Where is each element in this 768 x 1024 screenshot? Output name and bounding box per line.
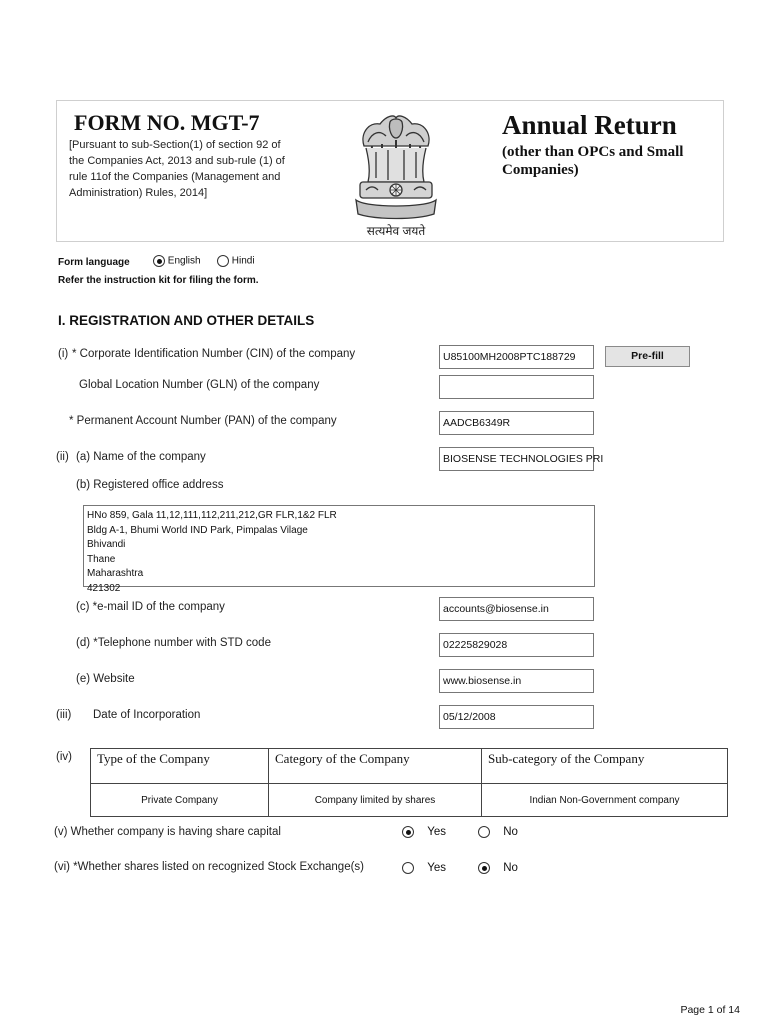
address-line: 421302: [87, 582, 121, 594]
company-subcategory-cell[interactable]: Indian Non-Government company: [482, 784, 728, 817]
row-number: (ii): [56, 451, 69, 463]
registered-address-field[interactable]: [83, 505, 595, 594]
email-field[interactable]: accounts@biosense.in: [439, 597, 594, 621]
incorporation-label: Date of Incorporation: [93, 709, 201, 721]
pan-field[interactable]: AADCB6349R: [439, 411, 594, 435]
national-emblem-icon: [346, 108, 446, 220]
row-number: (i): [58, 348, 69, 360]
pursuant-line: the Companies Act, 2013 and sub-rule (1) of: [69, 155, 285, 167]
row-number: (iv): [56, 751, 72, 763]
radio-listed-no[interactable]: [478, 862, 490, 874]
phone-label: (d) *Telephone number with STD code: [76, 637, 271, 649]
radio-share-capital-yes[interactable]: [402, 826, 414, 838]
table-header-cell: Type of the Company: [91, 749, 269, 784]
email-label: (c) *e-mail ID of the company: [76, 601, 225, 613]
option-label: Yes: [427, 826, 446, 839]
section-heading: I. REGISTRATION AND OTHER DETAILS: [58, 313, 315, 328]
form-number: FORM NO. MGT-7: [74, 110, 260, 135]
form-language-label: Form language: [58, 257, 130, 268]
pursuant-line: Administration) Rules, 2014]: [69, 187, 208, 199]
language-option-english[interactable]: [153, 255, 201, 267]
row-number: (iii): [56, 709, 72, 721]
company-name-field[interactable]: BIOSENSE TECHNOLOGIES PRI: [439, 447, 594, 471]
form-subtitle: (other than OPCs and Small Companies): [502, 144, 684, 178]
address-line: HNo 859, Gala 11,12,111,112,211,212,GR FLR,1&2 FLR: [87, 510, 337, 521]
radio-english[interactable]: [153, 255, 165, 267]
cin-label: * Corporate Identification Number (CIN) of the company: [72, 348, 356, 360]
pursuant-line: rule 11of the Companies (Management and: [69, 171, 281, 183]
prefill-button[interactable]: Pre-fill: [605, 346, 690, 367]
option-label: No: [503, 826, 518, 839]
gln-field[interactable]: [439, 375, 594, 399]
language-option-label: Hindi: [231, 255, 255, 267]
language-option-hindi[interactable]: [217, 255, 255, 267]
incorporation-date-field[interactable]: 05/12/2008: [439, 705, 594, 729]
company-name-label: (a) Name of the company: [76, 451, 206, 463]
share-capital-label: (v) Whether company is having share capital: [54, 826, 281, 838]
pursuant-line: [Pursuant to sub-Section(1) of section 92 of: [69, 139, 281, 151]
listed-yes-option[interactable]: [402, 862, 446, 874]
page-number: Page 1 of 14: [680, 1004, 740, 1016]
radio-hindi[interactable]: [217, 255, 229, 267]
address-line: Thane: [87, 553, 116, 565]
option-label: Yes: [427, 862, 446, 875]
address-line: Bhivandi: [87, 539, 126, 550]
table-header-cell: Sub-category of the Company: [482, 749, 728, 784]
instruction-note: Refer the instruction kit for filing the form.: [58, 275, 259, 286]
gln-label: Global Location Number (GLN) of the company: [79, 379, 320, 391]
table-row: [91, 784, 728, 817]
language-option-label: English: [167, 255, 201, 267]
company-type-table: [90, 748, 728, 817]
website-field[interactable]: www.biosense.in: [439, 669, 594, 693]
option-label: No: [503, 862, 518, 875]
radio-listed-yes[interactable]: [402, 862, 414, 874]
address-line: Bldg A-1, Bhumi World IND Park, Pimpalas Vilage: [87, 524, 308, 536]
address-line: Maharashtra: [87, 568, 144, 579]
share-capital-yes-option[interactable]: [402, 826, 446, 838]
pan-label: * Permanent Account Number (PAN) of the company: [69, 415, 337, 427]
address-label: (b) Registered office address: [76, 479, 224, 491]
cin-field[interactable]: U85100MH2008PTC188729: [439, 345, 594, 369]
website-label: (e) Website: [76, 673, 135, 685]
share-capital-no-option[interactable]: [478, 826, 518, 838]
phone-field[interactable]: 02225829028: [439, 633, 594, 657]
listed-label: (vi) *Whether shares listed on recognized Stock Exchange(s): [54, 861, 365, 873]
emblem-motto: सत्यमेव जयते: [366, 224, 426, 238]
pursuant-note: [69, 137, 319, 201]
company-type-cell[interactable]: Private Company: [91, 784, 269, 817]
listed-no-option[interactable]: [478, 862, 518, 874]
company-category-cell[interactable]: Company limited by shares: [269, 784, 482, 817]
radio-share-capital-no[interactable]: [478, 826, 490, 838]
form-title: Annual Return: [502, 110, 677, 140]
table-header-row: [91, 749, 728, 784]
table-header-cell: Category of the Company: [269, 749, 482, 784]
